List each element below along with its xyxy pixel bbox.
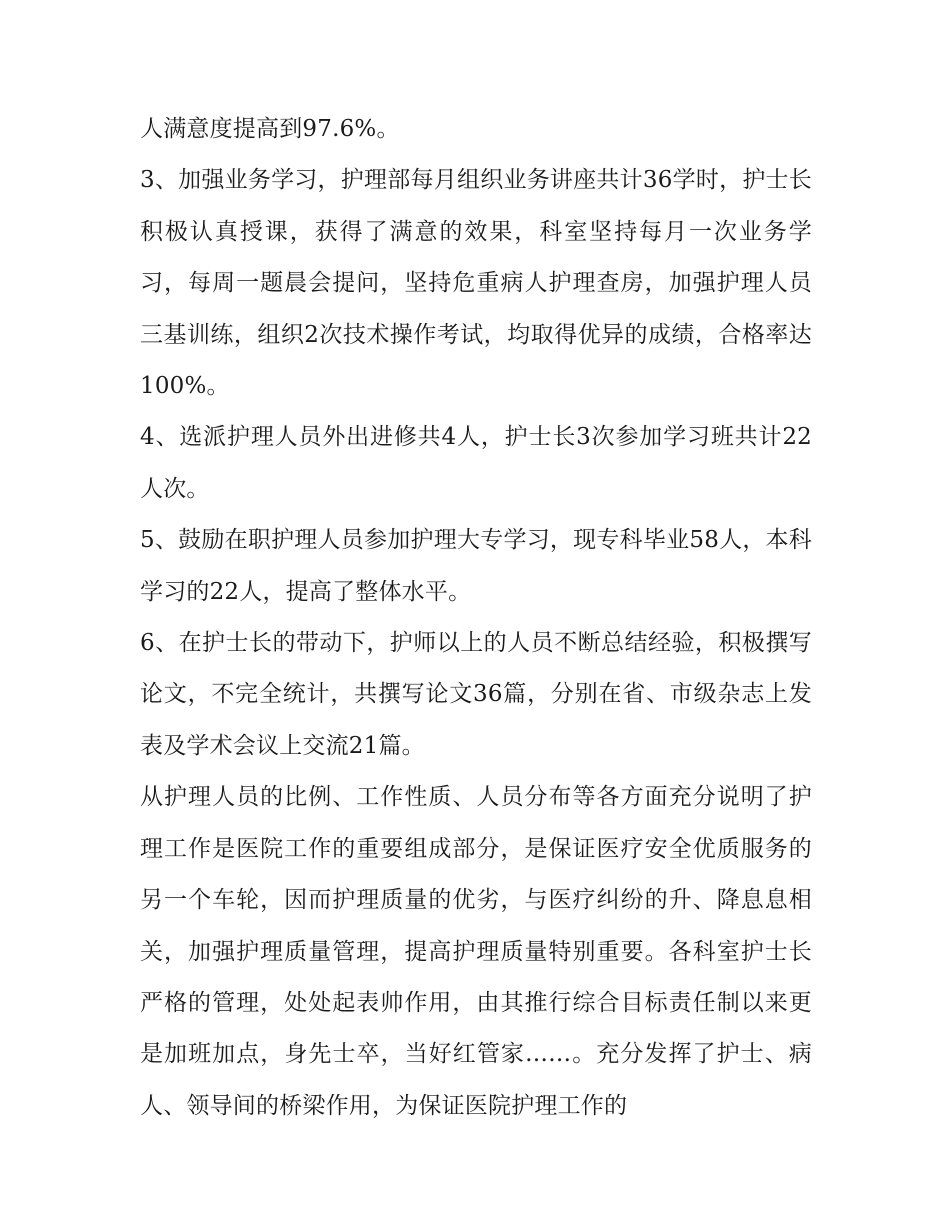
- paragraph-item-6: 6、在护士长的带动下，护师以上的人员不断总结经验，积极撰写论文，不完全统计，共撰写论文36篇，分别在省、市级杂志上发表及学术会议上交流21篇。: [140, 630, 812, 759]
- paragraph-satisfaction: 人满意度提高到97.6%。: [140, 116, 400, 142]
- paragraph-item-5: 5、鼓励在职护理人员参加护理大专学习，现专科毕业58人，本科学习的22人，提高了整体水平。: [140, 527, 812, 605]
- paragraph-summary: 从护理人员的比例、工作性质、人员分布等各方面充分说明了护理工作是医院工作的重要组成部分，是保证医疗安全优质服务的另一个车轮，因而护理质量的优劣，与医疗纠纷的升、降息息相关，加强护理质量管理，提高护理质量特别重要。各科室护士长严格的管理，处处起表帅作用，由其推行综合目标责任制以来更是加班加点，身先士卒，当好红管家……。充分发挥了护士、病人、领导间的桥梁作用，为保证医院护理工作的: [140, 784, 812, 1119]
- paragraph-item-4: 4、选派护理人员外出进修共4人，护士长3次参加学习班共计22人次。: [140, 424, 812, 502]
- document-body: [140, 104, 812, 1132]
- paragraph-item-3: 3、加强业务学习，护理部每月组织业务讲座共计36学时，护士长积极认真授课，获得了满意的效果，科室坚持每月一次业务学习，每周一题晨会提问，坚持危重病人护理查房，加强护理人员三基训练，组织2次技术操作考试，均取得优异的成绩，合格率达100%。: [140, 167, 812, 400]
